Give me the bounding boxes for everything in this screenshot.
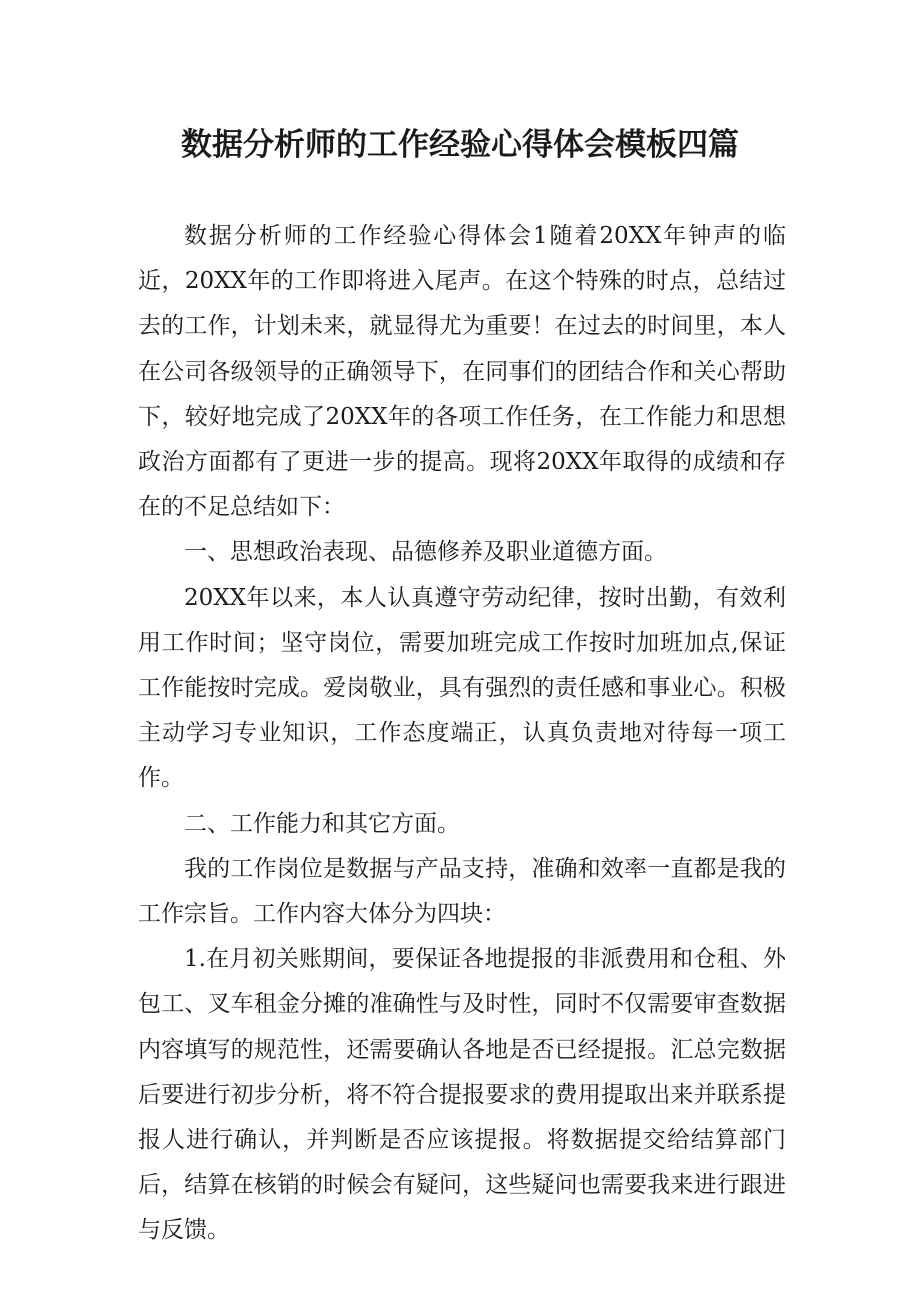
paragraph-intro: 数据分析师的工作经验心得体会1随着20XX年钟声的临近，20XX年的工作即将进入尾声。在这个特殊的时点，总结过去的工作，计划未来，就显得尤为重要！在过去的时间里，本人在公司各级领导的正确领导下，在同事们的团结合作和关心帮助下，较好地完成了20XX年的各项工作任务，在工作能力和思想政治方面都有了更进一步的提高。现将20XX年取得的成绩和存在的不足总结如下： [138,223,786,521]
paragraph-item-1: 1.在月初关账期间，要保证各地提报的非派费用和仓租、外包工、叉车租金分摊的准确性与及时性，同时不仅需要审查数据内容填写的规范性，还需要确认各地是否已经提报。汇总完数据后要进行初步分析，将不符合提报要求的费用提取出来并联系提报人进行确认，并判断是否应该提报。将数据提交给结算部门后，结算在核销的时候会有疑问，这些疑问也需要我来进行跟进与反馈。 [138,946,786,1244]
paragraph-conduct: 20XX年以来，本人认真遵守劳动纪律，按时出勤，有效利用工作时间；坚守岗位，需要加班完成工作按时加班加点,保证工作能按时完成。爱岗敬业，具有强烈的责任感和事业心。积极主动学习专业知识，工作态度端正，认真负责地对待每一项工作。 [138,584,786,792]
document-body [138,214,786,1254]
section-heading-1: 一、思想政治表现、品德修养及职业道德方面。 [184,539,667,566]
paragraph-role: 我的工作岗位是数据与产品支持，准确和效率一直都是我的工作宗旨。工作内容大体分为四块： [138,855,786,928]
section-heading-2: 二、工作能力和其它方面。 [184,810,460,837]
document-title: 数据分析师的工作经验心得体会模板四篇 [181,127,739,163]
